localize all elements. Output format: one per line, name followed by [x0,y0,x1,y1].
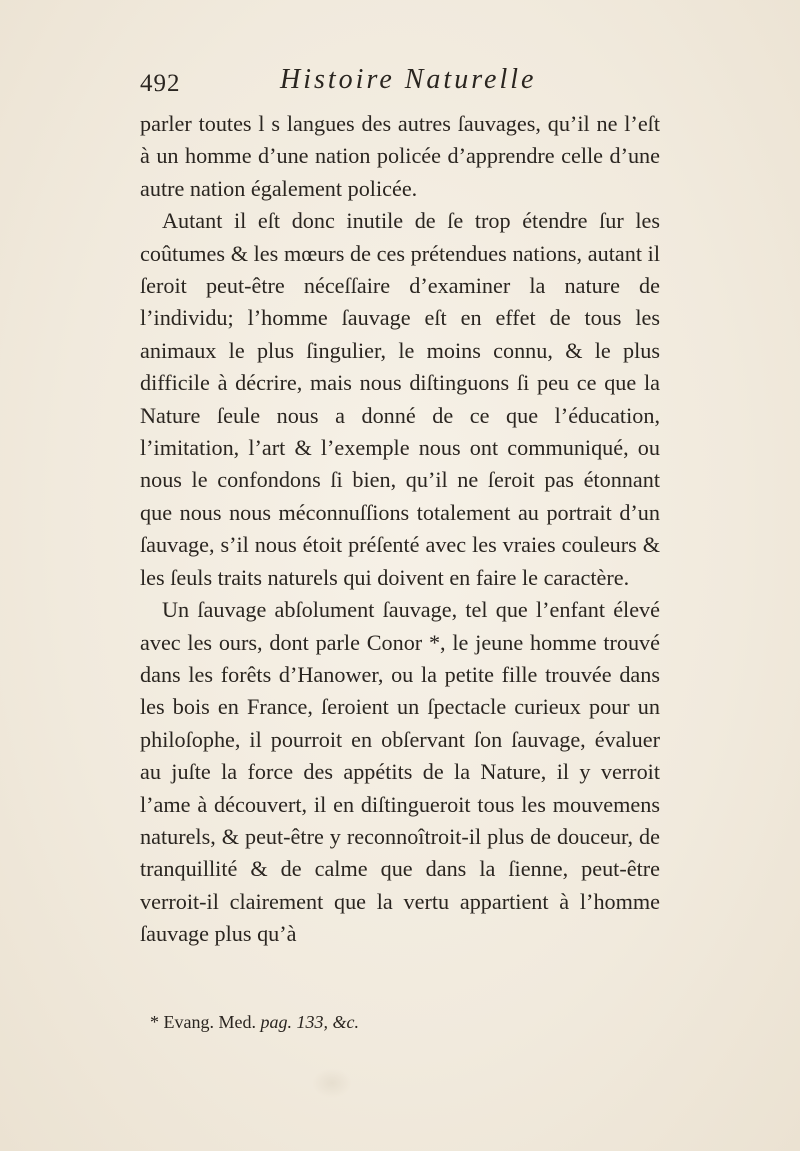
paragraph-1: parler toutes l s langues des autres ſauvages, qu’il ne l’eſt à un homme d’une nation policée d’apprendre celle d’une autre nation également policée. [140,111,660,201]
page-number: 492 [140,70,181,97]
footnote [150,1012,359,1033]
paper-stain [312,1068,352,1098]
running-title: Histoire Naturelle [280,64,537,95]
paragraph-3: Un ſauvage abſolument ſauvage, tel que l’enfant élevé avec les ours, dont parle Conor *, le jeune homme trouvé dans les forêts d’Hanower, ou la petite fille trouvée dans les bois en France, ſeroient un ſpectacle curieux pour un philoſophe, il pourroit en obſervant ſon ſauvage, évaluer au juſte la force des appétits de la Nature, il y verroit l’ame à découvert, il en diſtingueroit tous les mouvemens naturels, & peut-être y reconnoîtroit-il plus de douceur, de tranquillité & de calme que dans la ſienne, peut-être verroit-il clairement que la vertu appartient à l’homme ſauvage plus qu’à [140,597,660,947]
body-text [140,108,660,951]
paragraph-2: Autant il eſt donc inutile de ſe trop étendre ſur les coûtumes & les mœurs de ces prétendues nations, autant il ſeroit peut-être néceſſaire d’examiner la nature de l’individu; l’homme ſauvage eſt en effet de tous les animaux le plus ſingulier, le moins connu, & le plus difficile à décrire, mais nous diſtinguons ſi peu ce que la Nature ſeule nous a donné de ce que l’éducation, l’imitation, l’art & l’exemple nous ont communiqué, ou nous le confondons ſi bien, qu’il ne ſeroit pas étonnant que nous nous méconnuſſions totalement au portrait d’un ſauvage, s’il nous étoit préſenté avec les vraies couleurs & les ſeuls traits naturels qui doivent en faire le caractère. [140,208,660,590]
page-header [140,64,660,104]
footnote-page-ref: pag. 133, &c. [260,1012,359,1032]
footnote-text: * Evang. Med. [150,1012,256,1032]
